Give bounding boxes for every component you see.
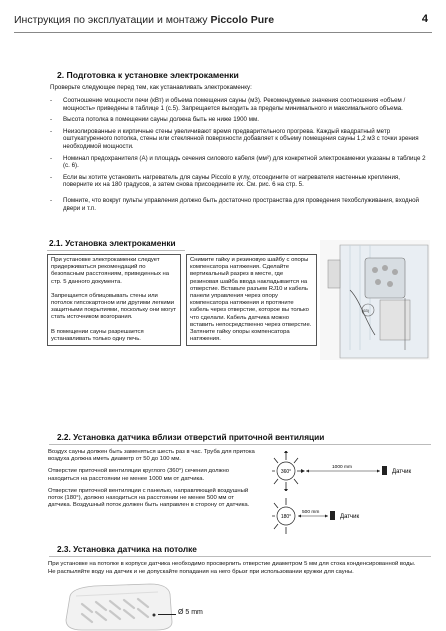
callout-leader-line — [158, 614, 176, 615]
header-rule — [14, 32, 432, 33]
ceiling-p1: При установке на потолке в корпусе датчика необходимо просверлить отверстие диаметром 5 мм для стока конденсированной воды. — [48, 561, 416, 567]
list-item: - Соотношение мощности печи (кВт) и объема помещения сауны (м3). Рекомендуемые значения соотношения «объем / мощность» приведены в таблице 1 (с.5). Запрещается выходить за пределы минимального и максимального объема. — [50, 97, 406, 112]
list-item: - Если вы хотите установить нагреватель для сауны Piccolo в углу, отсоедините от нагревателя настенные крепления, поверните их на 180 градусов, а затем снова присоедините их. См. рис. 6 на стр. 5. — [50, 173, 400, 189]
section-2-3-rule — [49, 556, 431, 557]
figure-label: (63) — [362, 308, 370, 313]
install-p2: Запрещается облицовывать стены или потолок гипсокартоном или другими легкими защитными покрытиями, поскольку они могут стать источником возгорания. — [51, 292, 177, 321]
section-2-3-heading: 2.3. Установка датчика на потолке — [57, 544, 197, 554]
section-2-bullet-list — [50, 97, 430, 212]
heater-installation-illustration — [320, 240, 430, 360]
section-2-3-text — [48, 561, 433, 576]
list-item: - Номинал предохранителя (А) и площадь сечения силового кабеля (мм²) для конкретной электрокаменки указаны в таблице 2 (с. 6). — [50, 154, 426, 170]
sensor-label-2: Датчик — [340, 514, 360, 520]
header-product: Piccolo Pure — [210, 14, 275, 26]
vent-p2: Отверстие приточной вентиляции круглого (360°) сечения должно находиться на расстоянии не менее 1000 мм от датчика. — [48, 468, 230, 482]
list-item: - Высота потолка в помещении сауны должна быть не ниже 1900 мм. — [50, 116, 259, 124]
ceiling-p2: Не распыляйте воду на датчик и не допускайте попадания на него брызг при использовании кружки для сауны. — [48, 569, 354, 576]
document-header — [14, 14, 274, 26]
instruction-box-text: Снимите гайку и резиновую шайбу с опоры компенсатора натяжения. Сделайте вертикальный разрез в месте, где резиновая шайба ввода накладывается на отверстие. Вставьте разъем RJ10 и кабель панели управления через опору компенсатора натяжения и протяните кабель через отверстие, которое вы только что сделали. Кабель датчика можно вставить непосредственно через отверстие. Затяните гайку опоры компенсатора натяжения. — [190, 257, 312, 343]
hole-diameter-callout: Ø 5 mm — [178, 609, 203, 616]
ceiling-sensor-illustration — [52, 582, 222, 631]
page-number: 4 — [421, 13, 428, 25]
section-2-2-heading: 2.2. Установка датчика вблизи отверстий приточной вентиляции — [57, 432, 325, 442]
vent-180-diagram — [272, 496, 434, 536]
list-item: - Помните, что вокруг пульты управления должно быть достаточно пространства для проведения техобслуживания, входной двери и т.п. — [50, 196, 419, 212]
vent-360-diagram — [272, 451, 434, 491]
section-2-1-instruction-box — [186, 254, 317, 346]
section-2-1-left-text — [47, 254, 181, 346]
header-title: Инструкция по эксплуатации и монтажу — [14, 14, 208, 26]
section-2-2-rule — [49, 444, 431, 445]
install-p1: При установке электрокаменки следует придерживаться рекомендаций по безопасным расстояниям, приведенных на стр. 5 данного документа. — [51, 257, 170, 285]
section-2-intro: Проверьте следующее перед тем, как устанавливать электрокаменку: — [50, 84, 252, 91]
distance-label-500: 500 mm — [302, 510, 320, 515]
angle-label-360: 360° — [280, 469, 292, 475]
section-2-1-heading: 2.1. Установка электрокаменки — [49, 238, 176, 248]
section-2-2-text — [48, 449, 258, 509]
list-item: - Неизолированные и кирпичные стены увеличивают время предварительного прогрева. Каждый квадратный метр оштукатуренного потолка, стены или стеклянной поверхности добавляет к объему помещения сауны 1,2 м3 с точки зрения необходимой мощности. — [50, 127, 419, 150]
section-2-heading: 2. Подготовка к установке электрокаменки — [57, 70, 239, 80]
vent-p1: Воздух сауны должен быть заменяться шесть раз в час. Труба для притока воздуха должна иметь диаметр от 50 до 100 мм. — [48, 449, 255, 463]
vent-p3: Отверстие приточной вентиляции с панелью, направляющей воздушный поток (180°), должно находиться на расстоянии не менее 500 мм от датчика. Воздушный поток должен быть направлен в сторону от датчика. — [48, 487, 250, 509]
section-2-1-rule — [47, 250, 185, 251]
sensor-label-1: Датчик — [392, 469, 412, 475]
distance-label-1000: 1000 mm — [332, 465, 352, 470]
angle-label-180: 180° — [280, 514, 292, 520]
install-p3: В помещении сауны разрешается устанавливать только одну печь. — [51, 328, 144, 342]
